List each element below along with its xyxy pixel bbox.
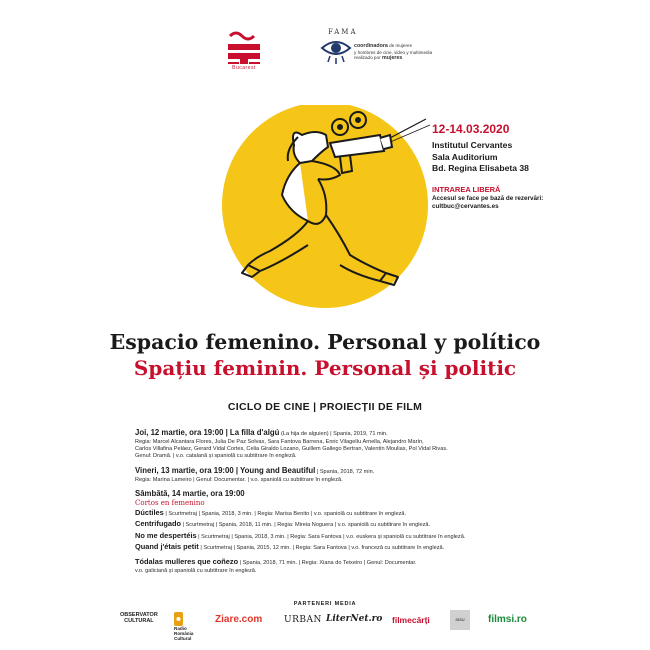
- venue-name: Institutul Cervantes: [432, 140, 513, 150]
- partners-row: [120, 612, 540, 641]
- short-film: Centrifugado | Scurtmetraj | Spania, 2018, 11 min. | Regia: Mireia Noguera | v.o. spaniolă cu subtitrare în engleză.: [135, 519, 431, 529]
- partner-filmsi: filmsi.ro: [488, 614, 527, 625]
- partner-filmecarti: filmecărți: [392, 615, 430, 625]
- fama-logo: [320, 28, 433, 72]
- day-2-details: Regia: Marina Lameiro | Genul: Documentar. | v.o. spaniolă cu subtitrare în engleză.: [135, 476, 343, 483]
- feature-heading: Tódalas mulleres que coñezo | Spania, 2018, 71 min. | Regia: Xiana do Teixeiro | Genul: Documentar.: [135, 557, 417, 567]
- partners-title: PARTENERI MEDIA: [293, 601, 357, 607]
- filmmaker-illustration: [190, 105, 470, 315]
- short-film: Dúctiles | Scurtmetraj | Spania, 2018, 3 min. | Regia: Marisa Benito | v.o. spaniolă cu subtitrare în engleză.: [135, 507, 407, 517]
- shorts-heading: Cortos en femenino: [135, 498, 205, 507]
- fama-description: coordinadora de mujeres y hombres de cine, video y multimedia realizado por mujeres: [354, 43, 433, 62]
- event-date: 12-14.03.2020: [432, 122, 510, 136]
- feature-language: v.o. galiciană și spaniolă cu subtitrare în engleză.: [135, 567, 257, 574]
- cervantes-caption: Bucarest: [232, 65, 256, 71]
- cycle-heading: CICLO DE CINE | PROIECȚII DE FILM: [227, 401, 423, 413]
- free-entry-label: INTRAREA LIBERĂ: [432, 184, 501, 194]
- day-1-directors-1: Regia: Marcel Alcantara Flores, Julia De Paz Solvas, Sara Fantova Barrena, Enric Vilagelíu Arnella, Alejandro Marín,: [135, 439, 424, 445]
- partner-liternet: LiterNet.ro: [326, 614, 383, 624]
- reservation-email: cultbuc@cervantes.es: [432, 202, 499, 210]
- short-film: No me despertéis | Scurtmetraj | Spania, 2018, 3 min. | Regia: Sara Fantova | v.o. euskera și spaniolă cu subtitrare în engleză.: [135, 530, 466, 540]
- short-film: Quand j'étais petit | Scurtmetraj | Spania, 2015, 12 min. | Regia: Sara Fantova | v.o. franceză cu subtitrare în engleză.: [135, 542, 445, 552]
- program-day-3: [135, 489, 555, 554]
- day-1-heading: Joi, 12 martie, ora 19:00 | La filla d'algú (La hija de alguien) | Spania, 2019, 71 min.: [135, 428, 388, 437]
- eye-icon: [320, 34, 352, 64]
- title-romanian: Spațiu feminin. Personal și politic: [133, 356, 517, 380]
- radio-icon: [174, 612, 183, 626]
- title-spanish: Espacio femenino. Personal y político: [109, 330, 541, 354]
- program-day-1: [135, 428, 555, 461]
- partner-ziare: Ziare.com: [215, 614, 263, 625]
- day-1-directors-2: Carlos Villafina Peláez, Gerard Vidal Cortes, Celia Giraldo Lozano, Guillem Gallego Bertran, Valentín Moulias, Pol Vidal Rivas.: [135, 446, 448, 453]
- program: [135, 428, 555, 580]
- event-info: [432, 122, 602, 211]
- program-day-2: [135, 466, 555, 484]
- day-3-heading: Sâmbătă, 14 martie, ora 19:00: [135, 488, 245, 498]
- partner-sisu: SISU: [450, 610, 470, 630]
- venue-address: Bd. Regina Elisabeta 38: [432, 163, 529, 173]
- feature-film: [135, 558, 555, 574]
- venue-room: Sala Auditorium: [432, 151, 498, 162]
- fama-word: FAMA: [328, 28, 358, 36]
- partner-observator-cultural: OBSERVATOR CULTURAL: [120, 612, 158, 624]
- day-2-heading: Vineri, 13 martie, ora 19:00 | Young and Beautiful | Spania, 2018, 72 min.: [135, 465, 375, 475]
- partner-radio-romania-cultural: Radio România Cultural: [174, 612, 193, 641]
- reservation-note: Accesul se face pe bază de rezervări:: [432, 194, 544, 202]
- partner-urban: URBAN: [284, 615, 322, 625]
- day-1-genre: Genul: Dramă. | v.o. catalană și spaniolă cu subtitrare în engleză.: [135, 453, 297, 460]
